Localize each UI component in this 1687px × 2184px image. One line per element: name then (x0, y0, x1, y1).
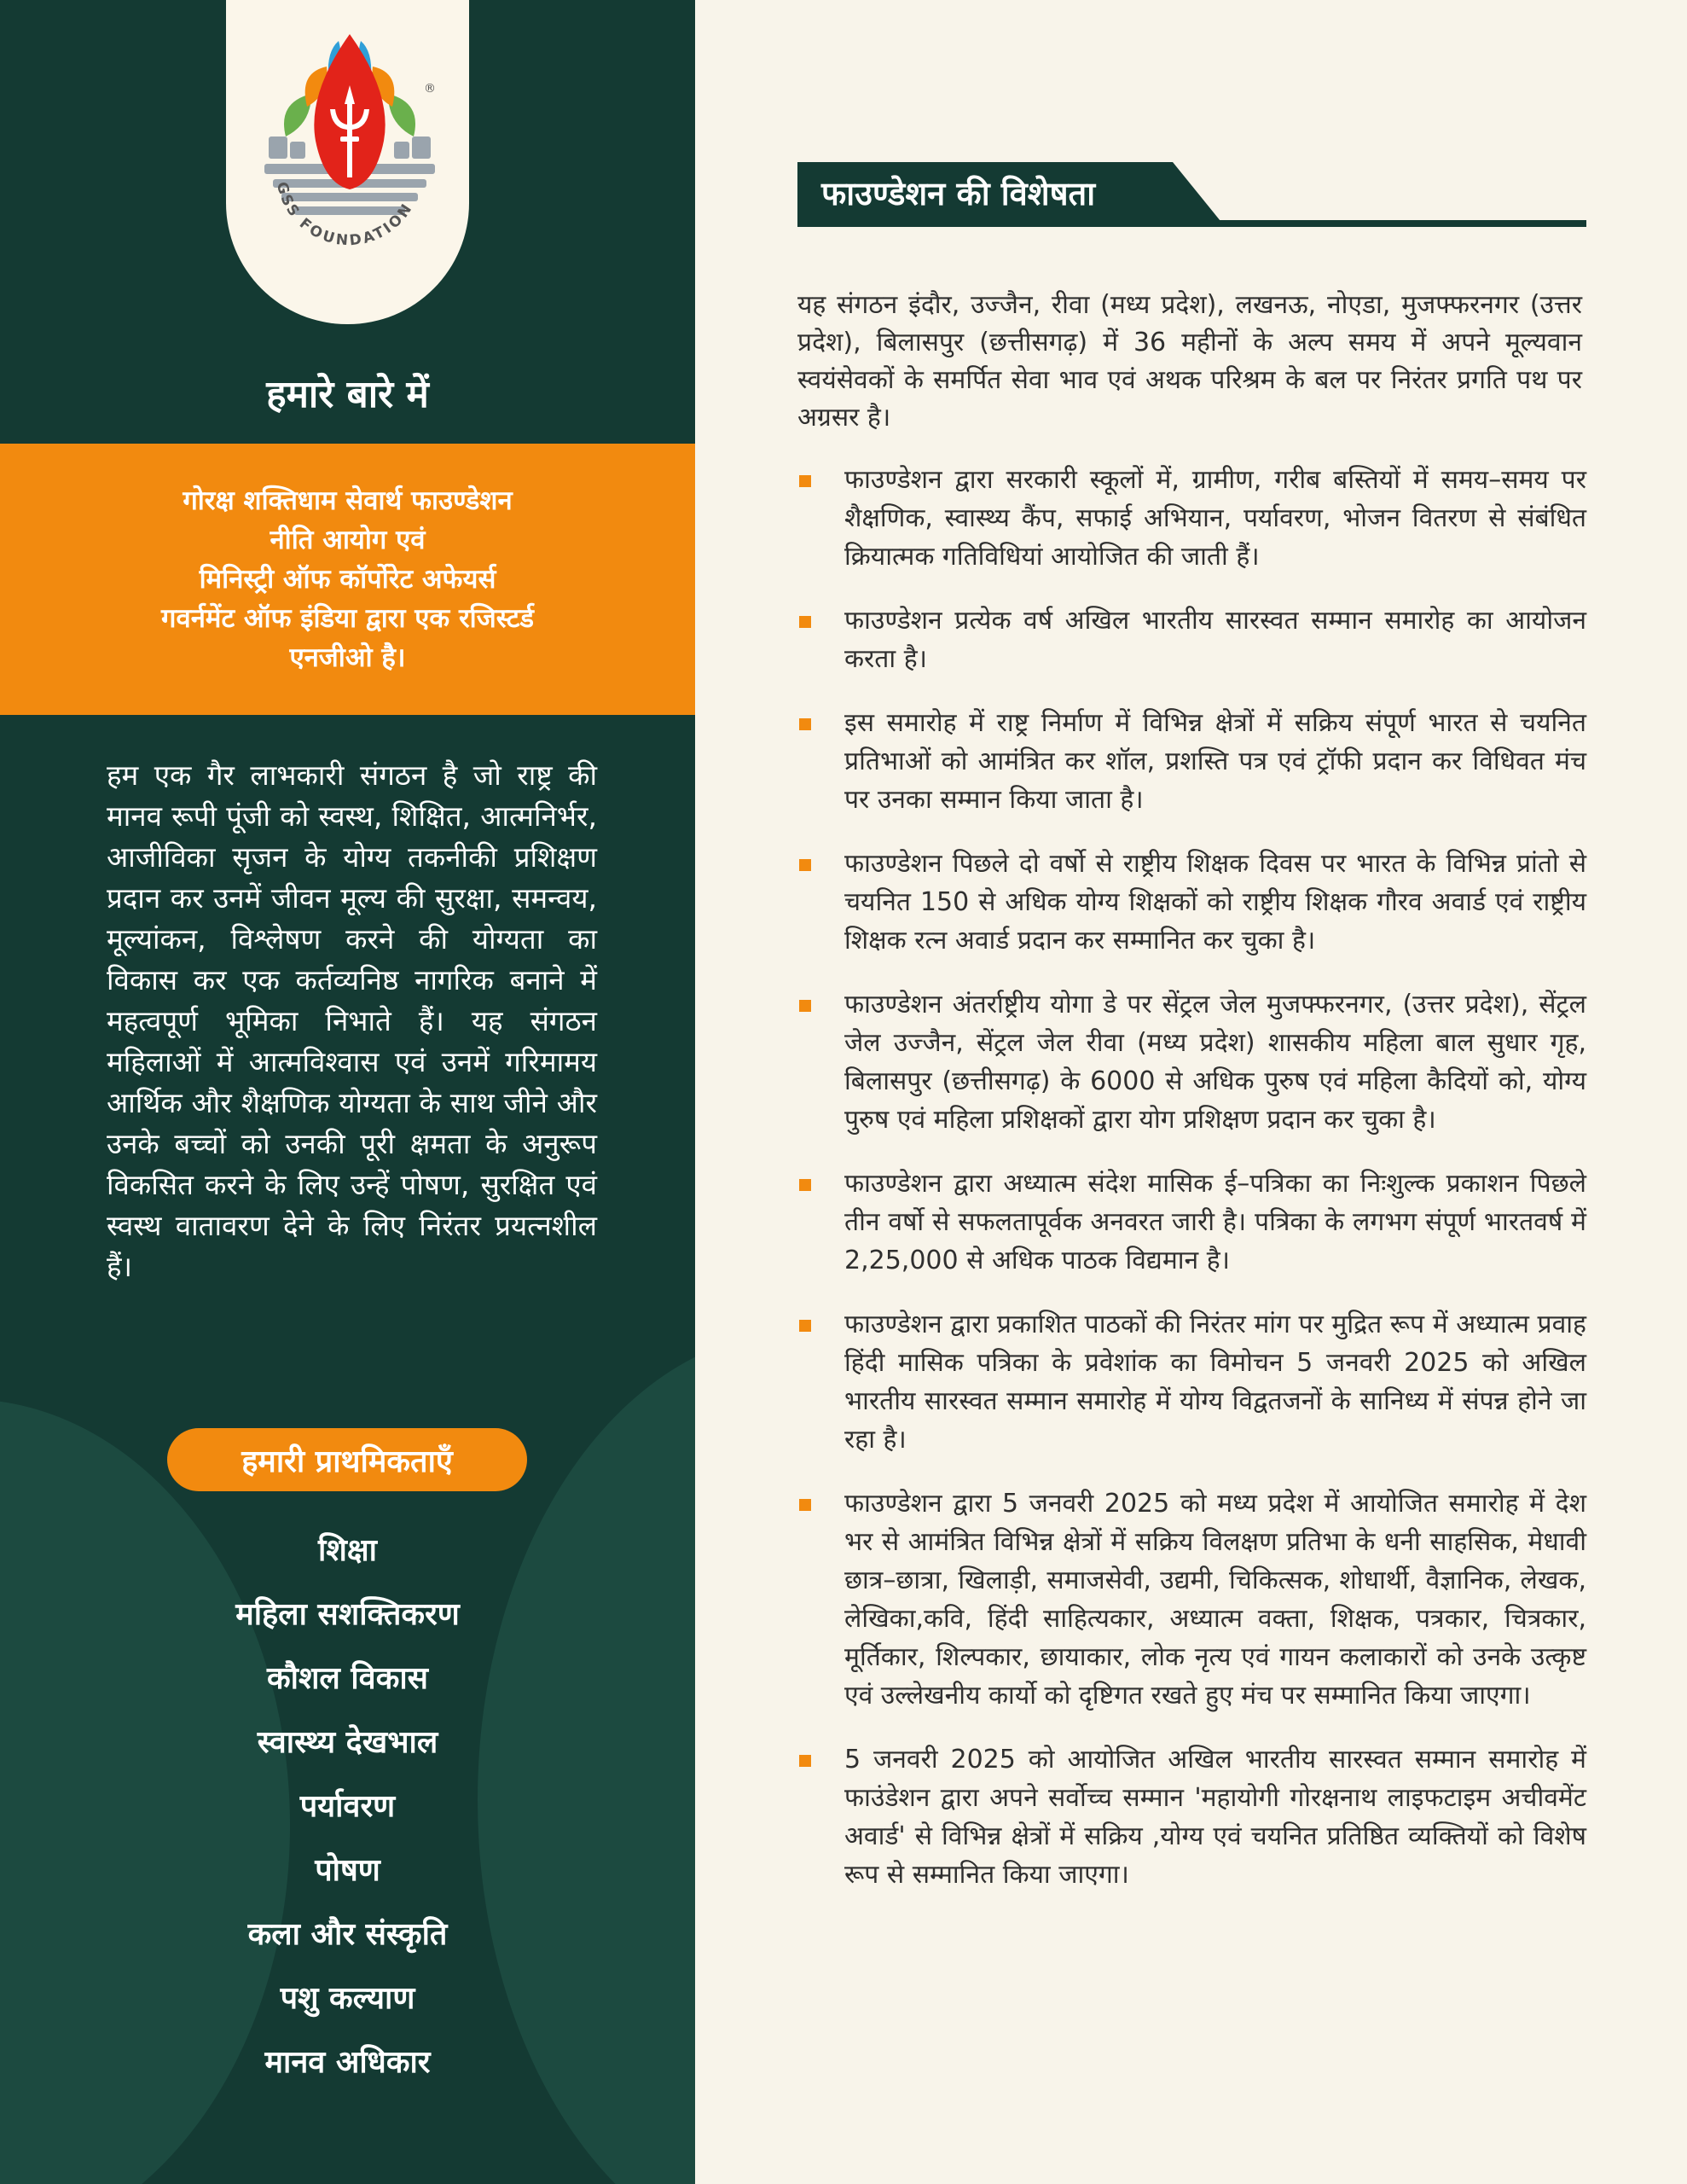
priority-item: पोषण (315, 1853, 380, 1888)
feature-item (797, 461, 1586, 576)
highlight-line: गोरक्ष शक्तिधाम सेवार्थ फाउण्डेशन (183, 485, 513, 516)
priority-item: शिक्षा (318, 1533, 377, 1568)
feature-text: फाउण्डेशन द्वारा सरकारी स्कूलों में, ग्रामीण, गरीब बस्तियों में समय–समय पर शैक्षणिक, स्वास्थ्य कैंप, सफाई अभियान, पर्यावरण, भोजन वितरण से संबंधित क्रियात्मक गतिविधियां आयोजित की जाती हैं। (844, 465, 1586, 572)
registered-mark: ® (424, 82, 436, 96)
bullet-icon (799, 1755, 811, 1767)
feature-item (797, 1740, 1586, 1894)
gss-foundation-logo (226, 0, 469, 324)
priorities-list (0, 1527, 695, 2103)
bullet-icon (799, 475, 811, 487)
priority-item: महिला सशक्तिकरण (235, 1597, 460, 1632)
priority-item: मानव अधिकार (264, 2045, 431, 2080)
feature-item (797, 1484, 1586, 1715)
feature-text: फाउण्डेशन प्रत्येक वर्ष अखिल भारतीय सारस्वत सम्मान समारोह का आयोजन करता है। (844, 606, 1586, 674)
highlight-line: नीति आयोग एवं (270, 525, 426, 555)
about-title: हमारे बारे में (266, 373, 429, 416)
feature-text: फाउण्डेशन द्वारा प्रकाशित पाठकों की निरंतर मांग पर मुद्रित रूप में अध्यात्म प्रवाह हिंदी मासिक पत्रिका के प्रवेशांक का विमोचन 5 जनवरी 2025 को अखिल भारतीय सारस्वत सम्मान समारोह में योग्य विद्वतजनों के सानिध्य में संपन्न होने जा रहा है। (844, 1310, 1586, 1455)
bullet-icon (799, 1000, 811, 1012)
feature-item (797, 1305, 1586, 1459)
feature-text: इस समारोह में राष्ट्र निर्माण में विभिन्न क्षेत्रों में सक्रिय संपूर्ण भारत से चयनित प्रतिभाओं को आमंत्रित कर शॉल, प्रशस्ति पत्र एवं ट्रॉफी प्रदान कर विधिवत मंच पर उनका सम्मान किया जाता है। (844, 708, 1586, 815)
feature-text: फाउण्डेशन अंतर्राष्ट्रीय योगा डे पर सेंट्रल जेल मुजफ्फरनगर, (उत्तर प्रदेश), सेंट्रल जेल उज्जैन, सेंट्रल जेल रीवा (मध्य प्रदेश) शासकीय महिला बाल सुधार गृह, बिलासपुर (छत्तीसगढ़) के 6000 से अधिक पुरुष एवं महिला कैदियों को, योग्य पुरुष एवं महिला प्रशिक्षकों द्वारा योग प्रशिक्षण प्रदान कर चुका है। (844, 990, 1586, 1135)
feature-text: फाउण्डेशन द्वारा अध्यात्म संदेश मासिक ई–पत्रिका का निःशुल्क प्रकाशन पिछले तीन वर्षो से सफलतापूर्वक अनवरत जारी है। पत्रिका के लगभग संपूर्ण भारतवर्ष में 2,25,000 से अधिक पाठक विद्यमान है। (844, 1169, 1586, 1275)
feature-item (797, 601, 1586, 678)
feature-item (797, 704, 1586, 819)
priority-item: पर्यावरण (299, 1789, 396, 1824)
feature-item (797, 845, 1586, 960)
features-list (797, 461, 1586, 1920)
bullet-icon (799, 1320, 811, 1332)
feature-text: फाउण्डेशन द्वारा 5 जनवरी 2025 को मध्य प्रदेश में आयोजित समारोह में देश भर से आमंत्रित विभिन्न क्षेत्रों में सक्रिय विलक्षण प्रतिभा के धनी साहसिक, मेधावी छात्र–छात्रा, खिलाड़ी, समाजसेवी, उद्यमी, चिकित्सक, शोधार्थी, वैज्ञानिक, लेखक, लेखिका,कवि, हिंदी साहित्यकार, अध्यात्म वक्ता, शिक्षक, पत्रकार, चित्रकार, मूर्तिकार, शिल्पकार, छायाकार, लोक नृत्य एवं गायन कलाकारों को उनके उत्कृष्ट एवं उल्लेखनीय कार्यो को दृष्टिगत रखते हुए मंच पर सम्मानित किया जाएगा। (844, 1489, 1586, 1711)
features-intro: यह संगठन इंदौर, उज्जैन, रीवा (मध्य प्रदेश), लखनऊ, नोएडा, मुजफ्फरनगर (उत्तर प्रदेश), बिलासपुर (छत्तीसगढ़) में 36 महीनों के अल्प समय में अपने मूल्यवान स्वयंसेवकों के समर्पित सेवा भाव एवं अथक परिश्रम के बल पर निरंतर प्रगति पथ पर अग्रसर है। (797, 290, 1582, 433)
priority-item: स्वास्थ्य देखभाल (257, 1725, 438, 1760)
priority-item: पशु कल्याण (280, 1981, 415, 2016)
bullet-icon (799, 1499, 811, 1511)
about-panel (0, 0, 695, 2184)
bullet-icon (799, 1179, 811, 1191)
bullet-icon (799, 859, 811, 871)
bullet-icon (799, 718, 811, 730)
feature-text: 5 जनवरी 2025 को आयोजित अखिल भारतीय सारस्वत सम्मान समारोह में फाउंडेशन द्वारा अपने सर्वोच्च सम्मान 'महायोगी गोरक्षनाथ लाइफटाइम अचीवमेंट अवार्ड' से विभिन्न क्षेत्रों में सक्रिय ,योग्य एवं चयनित प्रतिष्ठित व्यक्तियों को विशेष रूप से सम्मानित किया जाएगा। (844, 1745, 1586, 1890)
highlight-line: गवर्नमेंट ऑफ इंडिया द्वारा एक रजिस्टर्ड (161, 603, 534, 634)
highlight-line: मिनिस्ट्री ऑफ कॉर्पोरेट अफेयर्स (199, 564, 496, 595)
feature-item (797, 1165, 1586, 1280)
priority-item: कौशल विकास (266, 1661, 429, 1696)
features-title: फाउण्डेशन की विशेषता (821, 175, 1096, 212)
about-description: हम एक गैर लाभकारी संगठन है जो राष्ट्र की मानव रूपी पूंजी को स्वस्थ, शिक्षित, आत्मनिर्भर, आजीविका सृजन के योग्य तकनीकी प्रशिक्षण प्रदान कर उनमें जीवन मूल्य की सुरक्षा, समन्वय, मूल्यांकन, विश्लेषण करने की योग्यता का विकास कर एक कर्तव्यनिष्ठ नागरिक बनाने में महत्वपूर्ण भूमिका निभाते हैं। यह संगठन महिलाओं में आत्मविश्वास एवं उनमें गरिमामय आर्थिक और शैक्षणिक योग्यता के साथ जीने और उनके बच्चों को उनकी पूरी क्षमता के अनुरूप विकसित करने के लिए उन्हें पोषण, सुरक्षित एवं स्वस्थ वातावरण देने के लिए निरंतर प्रयत्नशील हैं। (107, 758, 597, 1283)
highlight-line: एनजीओ है। (289, 642, 406, 673)
bullet-icon (799, 616, 811, 628)
features-heading (797, 162, 1586, 230)
priorities-heading: हमारी प्राथमिकताएँ (167, 1428, 527, 1491)
feature-item (797, 985, 1586, 1139)
priority-item: कला और संस्कृति (247, 1917, 448, 1952)
logo-badge (226, 0, 469, 324)
logo-ring-text: GSS FOUNDATION (272, 180, 417, 250)
feature-text: फाउण्डेशन पिछले दो वर्षो से राष्ट्रीय शिक्षक दिवस पर भारत के विभिन्न प्रांतो से चयनित 150 से अधिक योग्य शिक्षकों को राष्ट्रीय शिक्षक गौरव अवार्ड एवं राष्ट्रीय शिक्षक रत्न अवार्ड प्रदान कर सम्मानित कर चुका है। (844, 849, 1586, 956)
registration-highlight (0, 444, 695, 715)
